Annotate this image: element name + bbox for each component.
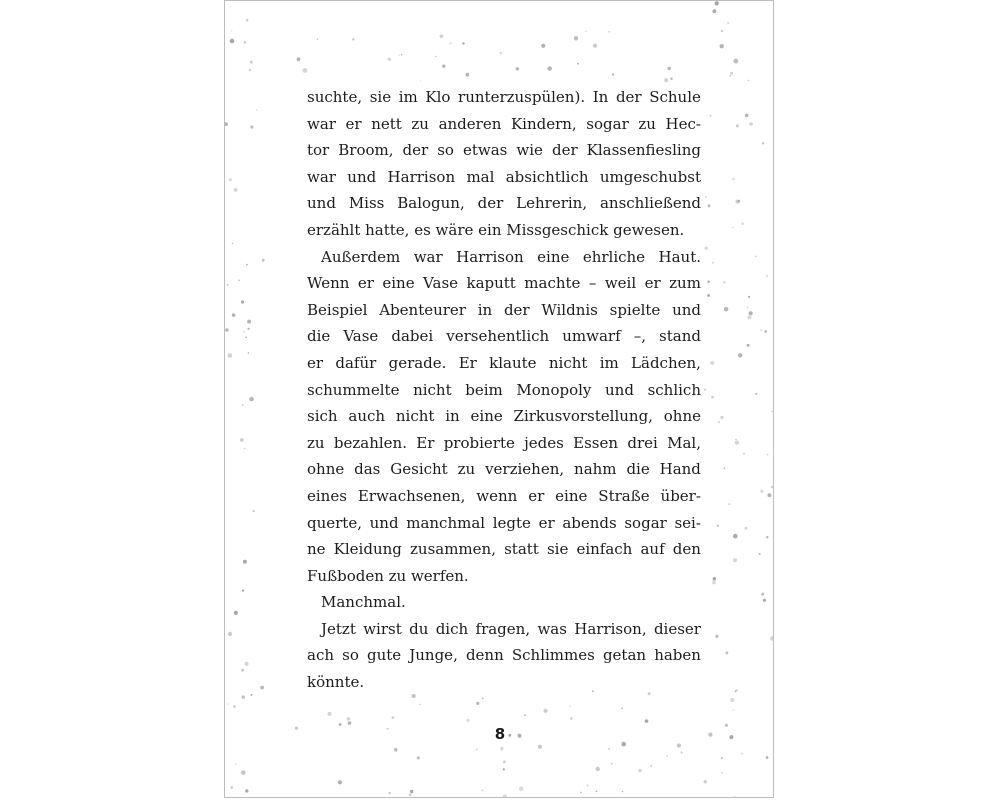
text-line: Außerdem war Harrison eine ehrliche Haut. — [321, 247, 701, 266]
sparkle-dot — [721, 30, 723, 32]
text-line: sich auch nicht in eine Zirkusvorstellung, ohne — [307, 407, 701, 426]
sparkle-dot — [726, 652, 729, 655]
sparkle-dot — [741, 223, 743, 225]
sparkle-dot — [721, 772, 723, 774]
sparkle-dot — [621, 708, 623, 710]
sparkle-dot — [733, 796, 735, 798]
sparkle-dot — [667, 755, 668, 756]
sparkle-dot — [260, 686, 264, 690]
sparkle-dot — [733, 709, 735, 711]
sparkle-dot — [247, 320, 251, 324]
sparkle-dot — [352, 38, 354, 40]
sparkle-dot — [664, 78, 668, 82]
sparkle-dot — [524, 714, 526, 716]
sparkle-dot — [755, 393, 757, 395]
sparkle-dot — [735, 691, 737, 693]
sparkle-dot — [713, 577, 716, 580]
sparkle-dot — [253, 510, 255, 512]
sparkle-dot — [705, 196, 707, 198]
sparkle-dot — [718, 421, 720, 423]
sparkle-dot — [569, 706, 570, 707]
sparkle-dot — [227, 284, 229, 286]
sparkle-dot — [245, 789, 248, 792]
sparkle-dot — [409, 793, 412, 796]
text-line: zu bezahlen. Er probierte jedes Essen drei Mal, — [307, 433, 701, 452]
sparkle-dot — [228, 353, 233, 358]
sparkle-dot — [638, 769, 642, 773]
sparkle-dot — [242, 404, 243, 405]
sparkle-dot — [735, 439, 736, 440]
sparkle-dot — [764, 330, 767, 333]
sparkle-dot — [241, 669, 244, 672]
sparkle-dot — [410, 790, 413, 793]
text-line: ne Kleidung zusammen, statt sie einfach auf den — [307, 540, 701, 559]
sparkle-dot — [677, 744, 681, 748]
sparkle-dot — [232, 243, 233, 244]
sparkle-dot — [760, 329, 762, 331]
sparkle-dot — [243, 560, 247, 564]
text-line: suchte, sie im Klo runterzuspülen). In der Schule — [307, 88, 701, 106]
sparkle-dot — [476, 749, 478, 751]
sparkle-dot — [733, 558, 737, 562]
sparkle-dot — [747, 315, 751, 319]
sparkle-dot — [585, 31, 586, 32]
sparkle-dot — [766, 536, 768, 538]
sparkle-dot — [717, 525, 719, 527]
sparkle-dot — [767, 493, 771, 497]
body-text — [307, 84, 701, 696]
sparkle-dot — [450, 43, 452, 45]
sparkle-dot — [466, 719, 469, 722]
sparkle-dot — [724, 307, 728, 311]
sparkle-dot — [755, 256, 756, 257]
sparkle-dot — [244, 662, 248, 666]
sparkle-dot — [230, 39, 235, 44]
sparkle-dot — [730, 72, 733, 75]
sparkle-dot — [761, 593, 764, 596]
sparkle-dot — [225, 122, 228, 126]
text-line: ach so gute Junge, denn Schlimmes getan haben — [307, 646, 701, 665]
sparkle-dot — [574, 36, 578, 40]
sparkle-dot — [745, 114, 749, 118]
text-line: Wenn er eine Vase kaputt machte – weil er zum — [307, 274, 701, 293]
sparkle-dot — [241, 300, 244, 303]
sparkle-dot — [745, 527, 748, 530]
sparkle-dot — [735, 440, 739, 444]
sparkle-dot — [715, 1, 719, 5]
sparkle-dot — [747, 344, 750, 347]
sparkle-dot — [741, 753, 743, 755]
sparkle-dot — [705, 247, 708, 250]
sparkle-dot — [667, 67, 671, 71]
sparkle-dot — [732, 178, 735, 181]
sparkle-dot — [262, 259, 265, 262]
sparkle-dot — [500, 747, 504, 751]
sparkle-dot — [232, 313, 236, 317]
sparkle-dot — [767, 454, 769, 456]
sparkle-dot — [580, 792, 582, 794]
sparkle-dot — [743, 453, 745, 455]
sparkle-dot — [246, 264, 248, 266]
sparkle-dot — [482, 698, 484, 700]
sparkle-dot — [748, 296, 750, 298]
sparkle-dot — [538, 745, 542, 749]
sparkle-dot — [462, 42, 464, 44]
sparkle-dot — [766, 756, 769, 759]
sparkle-dot — [231, 30, 232, 31]
sparkle-dot — [577, 63, 579, 65]
sparkle-dot — [704, 388, 707, 391]
sparkle-dot — [225, 328, 229, 332]
sparkle-dot — [733, 59, 738, 64]
sparkle-dot — [724, 467, 726, 469]
sparkle-dot — [611, 763, 612, 764]
sparkle-dot — [516, 67, 519, 70]
sparkle-dot — [440, 34, 444, 38]
sparkle-dot — [736, 200, 740, 204]
sparkle-dot — [738, 353, 742, 357]
sparkle-dot — [249, 397, 253, 401]
sparkle-dot — [771, 486, 773, 488]
sparkle-dot — [645, 719, 649, 723]
sparkle-dot — [544, 709, 548, 713]
text-line: Manchmal. — [321, 593, 406, 612]
sparkle-dot — [392, 716, 395, 719]
sparkle-dot — [244, 41, 246, 43]
sparkle-dot — [541, 44, 545, 48]
sparkle-dot — [766, 275, 768, 277]
sparkle-dot — [244, 448, 246, 450]
sparkle-dot — [256, 109, 258, 111]
sparkle-dot — [250, 694, 252, 696]
text-line: Fußboden zu werfen. — [307, 566, 469, 585]
sparkle-dot — [707, 294, 710, 297]
sparkle-dot — [570, 717, 573, 720]
text-line: war er nett zu anderen Kindern, sogar zu Hec- — [307, 114, 701, 133]
sparkle-dot — [420, 80, 421, 81]
sparkle-dot — [241, 771, 245, 775]
sparkle-dot — [401, 54, 403, 56]
sparkle-dot — [710, 115, 712, 117]
sparkle-dot — [482, 790, 484, 792]
sparkle-dot — [760, 490, 763, 493]
sparkle-dot — [500, 52, 503, 55]
sparkle-dot — [476, 702, 479, 705]
sparkle-dot — [435, 56, 436, 57]
sparkle-dot — [596, 791, 598, 793]
book-page — [224, 0, 774, 798]
sparkle-dot — [707, 281, 709, 283]
sparkle-dot — [328, 712, 332, 716]
sparkle-dot — [227, 703, 228, 704]
sparkle-dot — [234, 611, 238, 615]
sparkle-dot — [442, 65, 445, 68]
sparkle-dot — [733, 534, 738, 539]
text-line: Beispiel Abenteurer in der Wildnis spielte und — [307, 300, 701, 319]
sparkle-dot — [303, 68, 308, 73]
sparkle-dot — [723, 281, 725, 283]
sparkle-dot — [720, 44, 724, 48]
sparkle-dot — [228, 632, 232, 636]
sparkle-dot — [234, 188, 238, 192]
sparkle-dot — [748, 80, 750, 82]
sparkle-dot — [394, 748, 398, 752]
sparkle-dot — [242, 589, 244, 591]
sparkle-dot — [388, 58, 391, 61]
sparkle-dot — [398, 54, 399, 55]
sparkle-dot — [763, 599, 766, 602]
sparkle-dot — [297, 57, 301, 61]
sparkle-dot — [730, 698, 734, 702]
text-line: tor Broom, der so etwas wie der Klassenfiesling — [307, 141, 701, 160]
sparkle-dot — [417, 756, 420, 759]
sparkle-dot — [704, 780, 707, 783]
sparkle-dot — [240, 438, 244, 442]
sparkle-dot — [772, 411, 773, 412]
sparkle-dot — [712, 262, 714, 264]
sparkle-dot — [230, 786, 233, 789]
text-line: und Miss Balogun, der Lehrerin, anschließend — [307, 194, 701, 213]
text-line: ohne das Gesicht zu verziehen, nahm die Hand — [307, 460, 701, 479]
page-number: 8 — [494, 725, 506, 743]
text-line: die Vase dabei versehentlich umwarf –, stand — [307, 327, 701, 346]
sparkle-dot — [710, 361, 714, 365]
sparkle-dot — [727, 22, 728, 23]
sparkle-dot — [729, 75, 731, 77]
text-line: er dafür gerade. Er klaute nicht im Lädchen, — [307, 353, 701, 372]
sparkle-dot — [711, 396, 714, 399]
sparkle-dot — [245, 337, 247, 339]
sparkle-dot — [238, 280, 239, 281]
sparkle-dot — [712, 580, 716, 584]
text-line: Jetzt wirst du dich fragen, was Harrison, dieser — [321, 619, 701, 638]
sparkle-dot — [770, 636, 774, 641]
sparkle-dot — [248, 328, 250, 330]
sparkle-dot — [347, 717, 351, 721]
sparkle-dot — [548, 66, 552, 70]
sparkle-dot — [466, 73, 470, 77]
sparkle-dot — [233, 705, 236, 708]
sparkle-dot — [708, 204, 711, 207]
sparkle-dot — [749, 122, 753, 126]
sparkle-dot — [419, 704, 421, 706]
sparkle-dot — [596, 767, 600, 771]
sparkle-dot — [388, 792, 390, 794]
text-line: schummelte nicht beim Monopoly und schlich — [307, 380, 701, 399]
sparkle-dot — [593, 44, 597, 48]
sparkle-dot — [244, 331, 245, 332]
sparkle-dot — [229, 178, 232, 181]
sparkle-dot — [759, 553, 761, 555]
sparkle-dot — [713, 9, 717, 13]
sparkle-dot — [728, 503, 730, 505]
sparkle-dot — [246, 19, 248, 21]
sparkle-dot — [250, 61, 253, 64]
sparkle-dot — [338, 780, 342, 784]
sparkle-dot — [670, 77, 673, 80]
text-line: querte, und manchmal legte er abends sogar sei- — [307, 513, 701, 532]
sparkle-dot — [608, 31, 610, 33]
sparkle-dot — [503, 768, 505, 770]
sparkle-dot — [721, 757, 723, 759]
sparkle-dot — [503, 795, 507, 798]
sparkle-dot — [650, 765, 652, 767]
text-line: war und Harrison mal absichtlich umgeschubst — [307, 167, 701, 186]
sparkle-dot — [608, 748, 610, 750]
text-line: erzählt hatte, es wäre ein Missgeschick gewesen. — [307, 220, 685, 239]
text-line: könnte. — [307, 673, 365, 692]
sparkle-dot — [736, 124, 739, 127]
sparkle-dot — [612, 73, 614, 75]
sparkle-dot — [587, 784, 589, 786]
sparkle-dot — [242, 695, 245, 698]
sparkle-dot — [519, 786, 524, 791]
sparkle-dot — [235, 764, 236, 765]
sparkle-dot — [317, 38, 319, 40]
sparkle-dot — [749, 311, 753, 315]
sparkle-dot — [762, 142, 764, 144]
sparkle-dot — [248, 352, 250, 354]
sparkle-dot — [681, 751, 683, 753]
sparkle-dot — [720, 416, 723, 419]
sparkle-dot — [747, 307, 749, 309]
text-line: eines Erwachsenen, wenn er eine Straße über- — [307, 486, 701, 505]
sparkle-dot — [732, 227, 733, 228]
sparkle-dot — [715, 635, 718, 638]
sparkle-dot — [249, 69, 252, 72]
sparkle-dot — [250, 126, 253, 129]
sparkle-dot — [622, 791, 623, 792]
sparkle-dot — [503, 760, 506, 763]
